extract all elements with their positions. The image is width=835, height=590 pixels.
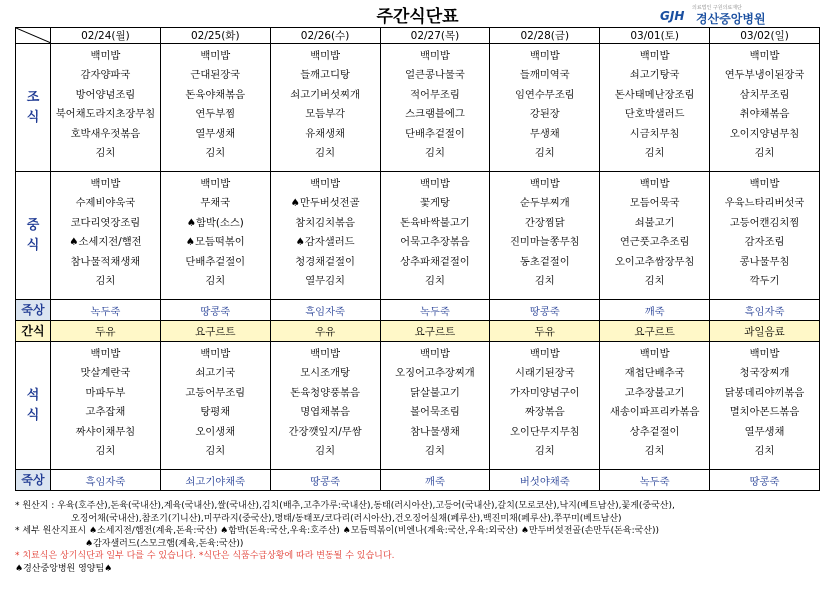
- snack-label: 간식: [16, 321, 51, 342]
- menu-item: 참나물적채생채: [70, 255, 141, 268]
- menu-item: 방어양념조림: [75, 88, 136, 101]
- menu-item: 백미밥: [529, 348, 560, 360]
- menu-item: 돈육바싹불고기: [400, 216, 470, 229]
- menu-item: 김치: [534, 274, 555, 287]
- menu-item: 명엽채볶음: [300, 406, 350, 419]
- menu-item: 유채생채: [305, 127, 345, 140]
- menu-item: 참나물생채: [410, 425, 460, 438]
- menu-item: 김치: [205, 444, 226, 457]
- menu-item: 감자조림: [744, 236, 785, 249]
- menu-item: 백미밥: [529, 178, 560, 190]
- day-header: 02/24(월): [51, 28, 161, 44]
- menu-item: 백미밥: [200, 348, 231, 360]
- menu-item: 상추겉절이: [629, 425, 680, 438]
- breakfast-day-cell: [600, 44, 710, 172]
- menu-item: 들깨미역국: [519, 69, 570, 82]
- menu-item: 김치: [534, 146, 555, 159]
- menu-item: 백미밥: [310, 178, 341, 190]
- menu-item: 백미밥: [639, 348, 670, 360]
- menu-item: 동초겉절이: [519, 255, 570, 268]
- menu-item: 김치: [534, 444, 555, 457]
- menu-item: 닭봉데리야끼볶음: [724, 386, 805, 399]
- breakfast-day-cell: [710, 44, 820, 172]
- porridge-cell: 땅콩죽: [490, 300, 600, 321]
- menu-item: 얼큰콩나물국: [405, 69, 465, 82]
- dinner-day-cell: [380, 342, 490, 470]
- menu-item: 열무생채: [744, 425, 785, 438]
- snack-cell: 우유: [270, 321, 380, 342]
- dinner-row: [16, 342, 820, 470]
- menu-item: 백미밥: [749, 50, 780, 62]
- menu-item: 백미밥: [749, 178, 780, 190]
- date-header-row: [16, 28, 820, 44]
- menu-item: 간장깻잎지/무쌈: [288, 425, 362, 438]
- breakfast-label: [16, 44, 51, 172]
- menu-item: 쇠고기버섯찌개: [290, 88, 360, 101]
- menu-item: 쇠고기탕국: [629, 69, 680, 82]
- menu-item: 감자양파국: [80, 69, 131, 82]
- lunch-day-cell: [51, 172, 161, 300]
- menu-item: 백미밥: [639, 178, 670, 190]
- porridge-cell: 흑임자죽: [51, 470, 161, 491]
- menu-item: 백미밥: [529, 50, 560, 62]
- menu-item: 어묵고추장볶음: [400, 236, 470, 249]
- menu-item: 우육느타리버섯국: [724, 197, 805, 210]
- menu-item: 강된장: [529, 108, 560, 121]
- menu-item: 돈육청양풍볶음: [290, 386, 360, 399]
- menu-item: 닭살불고기: [410, 386, 460, 399]
- menu-item: 참치김치볶음: [295, 216, 355, 229]
- lunch-label-char: 중: [26, 217, 40, 233]
- menu-item: 무생채: [529, 127, 560, 140]
- breakfast-day-cell: [380, 44, 490, 172]
- snack-cell: 두유: [490, 321, 600, 342]
- porridge-cell: 버섯야채죽: [490, 470, 600, 491]
- menu-item: ♠함박(소스): [186, 216, 244, 229]
- dinner-day-cell: [270, 342, 380, 470]
- origin-note-continued: 오징어채(국내산),참조기(기니산),미꾸라지(중국산),명태/동태포/코다리(러시아산),건오징어실채(페루산),백진미채(페루산),쭈꾸미(베트남산): [71, 513, 622, 524]
- page-title: 주간식단표: [376, 7, 459, 27]
- day-header: 02/25(화): [160, 28, 270, 44]
- menu-item: 새송이파프리카볶음: [609, 406, 700, 419]
- menu-item: 연두부냉이된장국: [724, 69, 805, 82]
- menu-item: 코다리엿장조림: [70, 216, 141, 229]
- menu-item: 고추장불고기: [624, 386, 685, 399]
- menu-item: 볼어묵조림: [410, 406, 460, 419]
- menu-item: 김치: [425, 274, 445, 287]
- lunch-day-cell: [270, 172, 380, 300]
- menu-item: 김치: [315, 444, 336, 457]
- menu-item: 백미밥: [749, 348, 780, 360]
- porridge-cell: 쇠고기야채죽: [160, 470, 270, 491]
- menu-item: 깍두기: [749, 274, 780, 287]
- snack-cell: 요구르트: [380, 321, 490, 342]
- dinner-day-cell: [160, 342, 270, 470]
- menu-item: 오징어고추장찌개: [395, 367, 475, 380]
- menu-item: 단호박샐러드: [624, 108, 685, 121]
- menu-item: 쇠불고기: [634, 216, 675, 229]
- lunch-day-cell: [600, 172, 710, 300]
- dinner-day-cell: [51, 342, 161, 470]
- menu-item: 짜장볶음: [524, 406, 565, 419]
- logo-mark: GJH: [660, 9, 685, 23]
- menu-item: 김치: [644, 444, 665, 457]
- menu-item: 북어채도라지초장무침: [55, 108, 156, 121]
- menu-item: 김치: [95, 146, 116, 159]
- snack-cell: 요구르트: [600, 321, 710, 342]
- lunch-label: [16, 172, 51, 300]
- menu-item: 김치: [315, 146, 336, 159]
- menu-item: 무채국: [200, 197, 231, 210]
- menu-item: 백미밥: [200, 178, 231, 190]
- menu-item: 스크램블에그: [405, 108, 465, 121]
- menu-item: 삼치무조림: [739, 88, 790, 101]
- menu-item: 백미밥: [639, 50, 670, 62]
- lunch-row: [16, 172, 820, 300]
- dinner-label-char: 식: [26, 407, 40, 423]
- breakfast-row: [16, 44, 820, 172]
- menu-item: 취야채볶음: [739, 108, 790, 121]
- breakfast-day-cell: [490, 44, 600, 172]
- menu-item: 꽃게탕: [420, 197, 450, 210]
- porridge-cell: 흑임자죽: [270, 300, 380, 321]
- menu-item: 열무생채: [195, 127, 236, 140]
- menu-item: 오이생채: [195, 425, 236, 438]
- menu-item: 고등어무조림: [185, 386, 246, 399]
- menu-item: 김치: [644, 146, 665, 159]
- menu-item: 호박새우젓볶음: [70, 127, 141, 140]
- menu-item: 김치: [205, 274, 226, 287]
- menu-item: ♠소세지전/햄전: [69, 236, 142, 249]
- porridge-cell: 땅콩죽: [160, 300, 270, 321]
- porridge-cell: 깨죽: [380, 470, 490, 491]
- breakfast-label-char: 식: [26, 109, 40, 125]
- menu-item: 오이지양념무침: [729, 127, 800, 140]
- menu-item: 시래기된장국: [514, 367, 575, 380]
- menu-item: 짜샤이채무침: [75, 425, 136, 438]
- menu-item: 백미밥: [200, 50, 231, 62]
- notes-section: [15, 500, 830, 575]
- porridge-label: 죽상: [16, 470, 51, 491]
- lunch-label-char: 식: [26, 237, 40, 253]
- porridge-cell: 땅콩죽: [710, 470, 820, 491]
- snack-row: [16, 321, 820, 342]
- weekly-menu-table: [15, 27, 820, 491]
- porridge-cell: 흑임자죽: [710, 300, 820, 321]
- snack-cell: 두유: [51, 321, 161, 342]
- snack-cell: 과일음료: [710, 321, 820, 342]
- menu-item: 고추잡채: [85, 406, 126, 419]
- menu-item: 오이고추쌈장무침: [614, 255, 695, 268]
- porridge-cell: 깨죽: [600, 300, 710, 321]
- menu-item: 간장찜닭: [524, 216, 565, 229]
- dinner-day-cell: [490, 342, 600, 470]
- snack-cell: 요구르트: [160, 321, 270, 342]
- logo-name: 경산중앙병원: [696, 12, 766, 26]
- menu-item: 고등어캔김치찜: [729, 216, 800, 229]
- menu-item: 마파두부: [85, 386, 126, 399]
- menu-item: 백미밥: [310, 50, 341, 62]
- dinner-day-cell: [600, 342, 710, 470]
- menu-item: 수제비야욱국: [75, 197, 136, 210]
- menu-item: 돈육야채볶음: [185, 88, 246, 101]
- menu-item: 들깨고디탕: [300, 69, 350, 82]
- dinner-day-cell: [710, 342, 820, 470]
- menu-item: 김치: [754, 146, 775, 159]
- menu-item: 진미마늘쫑무침: [509, 236, 580, 249]
- origin-note: * 원산지 : 우육(호주산),돈육(국내산),계육(국내산),쌀(국내산),김치(배추,고추가루:국내산),동태(러시아산),고등어(국내산),갈치(모로코산),낙지(베트남산),꽃게(중국산),: [15, 501, 675, 511]
- dinner-porridge-row: [16, 470, 820, 491]
- menu-item: 적어무조림: [410, 88, 460, 101]
- lunch-porridge-row: [16, 300, 820, 321]
- menu-item: 단배추겉절이: [185, 255, 246, 268]
- menu-item: 모시조개탕: [300, 367, 350, 380]
- breakfast-day-cell: [270, 44, 380, 172]
- menu-item: 백미밥: [90, 348, 121, 360]
- menu-item: 모듬부각: [305, 108, 345, 121]
- porridge-cell: 녹두죽: [380, 300, 490, 321]
- menu-item: 돈사태메난장조림: [614, 88, 695, 101]
- breakfast-day-cell: [160, 44, 270, 172]
- footer-note: ♠경산중앙병원 영양팀♠: [15, 563, 113, 574]
- menu-item: 쇠고기국: [195, 367, 236, 380]
- menu-item: 백미밥: [420, 178, 450, 190]
- menu-item: 멸치아몬드볶음: [729, 406, 800, 419]
- menu-item: 단배추겉절이: [405, 127, 465, 140]
- diagonal-line-icon: [16, 28, 51, 43]
- menu-item: 상추파채겉절이: [400, 255, 470, 268]
- day-header: 03/01(토): [600, 28, 710, 44]
- detail-origin-note-continued: ♠감자샐러드(스모크햄(계육,돈육:국산)): [85, 538, 244, 549]
- day-header: 03/02(일): [710, 28, 820, 44]
- menu-item: ♠만두버섯전골: [290, 197, 360, 210]
- day-header: 02/27(목): [380, 28, 490, 44]
- menu-item: 시금치무침: [629, 127, 680, 140]
- warning-note: * 치료식은 상기식단과 일부 다를 수 있습니다. *식단은 식품수급상황에 따라 변동될 수 있습니다.: [15, 551, 395, 561]
- lunch-day-cell: [490, 172, 600, 300]
- corner-cell: [16, 28, 51, 44]
- menu-item: 오이단무지무침: [509, 425, 580, 438]
- menu-item: 백미밥: [310, 348, 341, 360]
- menu-item: 김치: [205, 146, 226, 159]
- lunch-day-cell: [380, 172, 490, 300]
- menu-item: 청국장찌개: [739, 367, 790, 380]
- lunch-day-cell: [160, 172, 270, 300]
- lunch-day-cell: [710, 172, 820, 300]
- menu-item: ♠모듬떡볶이: [185, 236, 245, 249]
- menu-item: 김치: [425, 146, 445, 159]
- menu-item: 임연수무조림: [514, 88, 575, 101]
- menu-item: 콩나물무침: [739, 255, 790, 268]
- dinner-label-char: 석: [26, 387, 40, 403]
- menu-item: 김치: [95, 274, 116, 287]
- breakfast-day-cell: [51, 44, 161, 172]
- menu-item: 순두부찌개: [519, 197, 570, 210]
- menu-item: 백미밥: [90, 178, 121, 190]
- menu-item: 백미밥: [90, 50, 121, 62]
- menu-item: 김치: [95, 444, 116, 457]
- menu-item: 탕평채: [200, 406, 231, 419]
- menu-item: 백미밥: [420, 50, 450, 62]
- dinner-label: [16, 342, 51, 470]
- menu-item: 김치: [754, 444, 775, 457]
- menu-item: 재첩단배추국: [624, 367, 685, 380]
- menu-item: 근대된장국: [190, 69, 241, 82]
- menu-item: 연두부찜: [195, 108, 236, 121]
- menu-item: 연근풋고추조림: [619, 236, 690, 249]
- porridge-label: 죽상: [16, 300, 51, 321]
- menu-item: 청경채겉절이: [295, 255, 355, 268]
- menu-item: 김치: [644, 274, 665, 287]
- porridge-cell: 땅콩죽: [270, 470, 380, 491]
- menu-item: 김치: [425, 444, 445, 457]
- day-header: 02/26(수): [270, 28, 380, 44]
- menu-item: 백미밥: [420, 348, 450, 360]
- breakfast-label-char: 조: [26, 89, 40, 105]
- logo-subtitle: 의료법인 구원의료재단: [692, 5, 742, 11]
- day-header: 02/28(금): [490, 28, 600, 44]
- menu-item: 열무김치: [305, 274, 345, 287]
- menu-item: ♠감자샐러드: [295, 236, 355, 249]
- porridge-cell: 녹두죽: [600, 470, 710, 491]
- porridge-cell: 녹두죽: [51, 300, 161, 321]
- menu-item: 맛살계란국: [80, 367, 131, 380]
- detail-origin-note: * 세부 원산지표시 ♠소세지전/햄전(계육,돈육:국산) ♠함박(돈육:국산,우육:호주산) ♠모듬떡볶이(비엔나(계육:국산,우육:외국산) ♠만두버섯전골(손만두(돈육:국산)): [15, 526, 660, 536]
- menu-item: 가자미양념구이: [509, 386, 580, 399]
- menu-item: 모듬어묵국: [629, 197, 680, 210]
